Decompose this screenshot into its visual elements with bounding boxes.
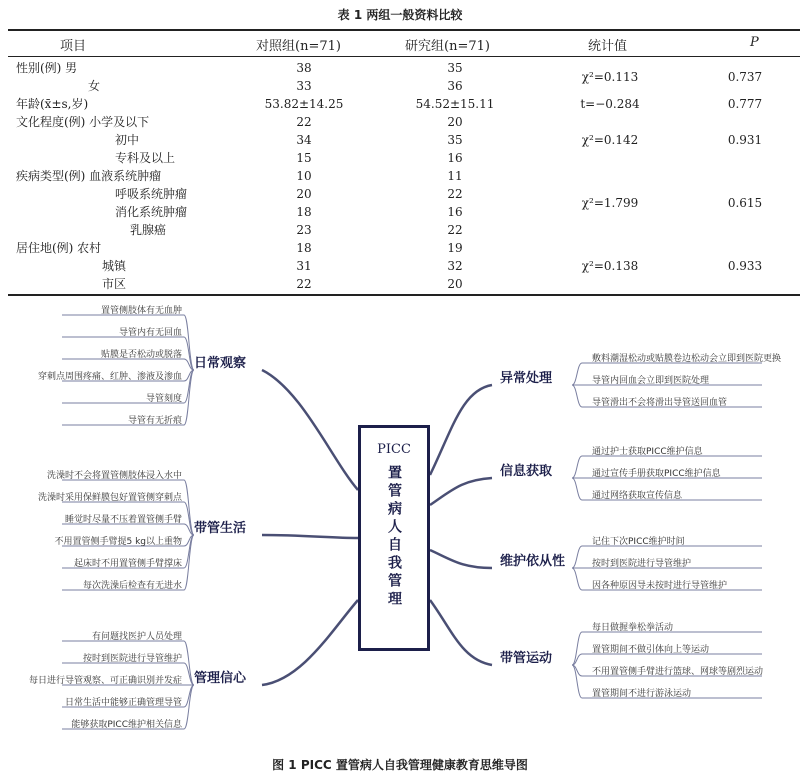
leaf-living-with-tube: 不用置管侧手臂提5 kg以上重物 [54,537,182,547]
leaf-connector [62,315,194,370]
control-value: 33 [296,79,312,93]
control-value: 18 [296,205,312,219]
table-bottom-rule [8,294,800,296]
row-label: 专科及以上 [115,151,176,165]
control-value: 22 [296,115,312,129]
header-study-group: 研究组(n=71) [405,39,490,54]
leaf-confidence: 能够获取PICC维护相关信息 [71,720,182,730]
leaf-compliance: 因各种原因导未按时进行导管维护 [592,581,728,591]
table-top-rule [8,29,800,31]
leaf-info-acquisition: 通过护士获取PICC维护信息 [592,447,703,457]
p-value: 0.737 [727,70,763,84]
leaf-abnormal-handling: 敷料潮湿松动或贴膜卷边松动会立即到医院更换 [592,354,782,364]
control-value: 18 [296,241,312,255]
leaf-daily-observation: 贴膜是否松动或脱落 [100,350,182,360]
statistic-value: χ²=0.142 [581,133,639,147]
row-label: 乳腺癌 [130,223,167,237]
connector-info [430,478,492,505]
study-value: 22 [447,223,463,237]
connector-compliance [430,550,492,568]
p-value: 0.931 [727,133,763,147]
leaf-abnormal-handling: 导管滑出不会将滑出导管送回血管 [592,398,728,408]
study-value: 19 [447,241,463,255]
control-value: 23 [296,223,312,237]
study-value: 54.52±15.11 [415,97,495,111]
study-value: 20 [447,277,463,291]
control-value: 53.82±14.25 [264,97,344,111]
leaf-living-with-tube: 每次洗澡后检查有无进水 [82,581,182,591]
row-label: 呼吸系统肿瘤 [115,187,188,201]
branch-living-with-tube: 带管生活 [194,521,247,536]
leaf-confidence: 按时到医院进行导管维护 [82,654,182,664]
control-value: 34 [296,133,312,147]
branch-daily-observation: 日常观察 [194,356,247,371]
leaf-info-acquisition: 通过网络获取宣传信息 [592,491,683,501]
leaf-daily-observation: 导管内有无回血 [118,328,182,338]
study-value: 32 [447,259,463,273]
study-value: 35 [447,61,463,75]
statistic-value: χ²=0.113 [581,70,639,84]
connector-confidence [262,600,358,685]
leaf-living-with-tube: 睡觉时尽量不压着置管侧手臂 [64,515,182,525]
header-p-value: P [750,35,759,50]
row-label: 年龄(x̄±s,岁) [16,97,89,111]
statistic-value: χ²=0.138 [581,259,639,273]
header-control-group: 对照组(n=71) [256,39,341,54]
p-value: 0.777 [727,97,763,111]
row-label: 初中 [115,133,140,147]
connector-abnormal [430,385,492,475]
branch-confidence: 管理信心 [194,671,247,686]
leaf-compliance: 按时到医院进行导管维护 [592,559,692,569]
control-value: 31 [296,259,312,273]
study-value: 22 [447,187,463,201]
study-value: 36 [447,79,463,93]
branch-info-acquisition: 信息获取 [500,464,553,479]
control-value: 10 [296,169,312,183]
branch-exercise: 带管运动 [500,651,553,666]
table-title: 表 1 两组一般资料比较 [337,8,463,22]
leaf-confidence: 日常生活中能够正确管理导管 [64,698,182,708]
leaf-daily-observation: 导管刻度 [145,394,182,404]
connector-daily-observation [262,370,358,490]
row-label: 疾病类型(例) 血液系统肿瘤 [16,169,162,183]
study-value: 20 [447,115,463,129]
p-value: 0.615 [727,196,763,210]
statistic-value: t=−0.284 [580,97,640,111]
study-value: 35 [447,133,463,147]
leaf-living-with-tube: 洗澡时采用保鲜膜包好置管侧穿刺点 [37,493,182,503]
row-label: 市区 [102,277,127,291]
leaf-daily-observation: 导管有无折痕 [127,416,182,426]
leaf-living-with-tube: 洗澡时不会将置管侧肢体浸入水中 [46,471,182,481]
p-value: 0.933 [727,259,763,273]
branch-compliance: 维护依从性 [500,554,566,569]
row-label: 性别(例) 男 [16,61,78,75]
leaf-abnormal-handling: 导管内回血会立即到医院处理 [592,376,710,386]
leaf-exercise: 每日做握拳松拳活动 [592,623,674,633]
row-label: 居住地(例) 农村 [16,241,102,255]
center-node [358,425,430,651]
control-value: 22 [296,277,312,291]
leaf-living-with-tube: 起床时不用置管侧手臂撑床 [73,559,182,569]
leaf-info-acquisition: 通过宣传手册获取PICC维护信息 [592,469,721,479]
leaf-confidence: 每日进行导管观察、可正确识别并发症 [28,676,182,686]
control-value: 15 [296,151,312,165]
header-item: 项目 [60,39,87,54]
center-node-picc: PICC [377,442,411,457]
figure-caption: 图 1 PICC 置管病人自我管理健康教育思维导图 [272,758,528,772]
control-value: 20 [296,187,312,201]
leaf-exercise: 置管期间不进行游泳运动 [592,689,692,699]
connector-exercise [430,600,492,665]
leaf-daily-observation: 置管侧肢体有无血肿 [100,306,182,316]
study-value: 16 [447,205,463,219]
leaf-exercise: 置管期间不做引体向上等运动 [592,645,710,655]
leaf-connector [62,480,194,535]
connector-living-with-tube [262,535,358,538]
row-label: 女 [88,79,101,93]
study-value: 11 [447,169,463,183]
statistic-value: χ²=1.799 [581,196,639,210]
leaf-compliance: 记住下次PICC维护时间 [592,537,685,547]
leaf-exercise: 不用置管侧手臂进行篮球、网球等剧烈运动 [592,667,764,677]
control-value: 38 [296,61,312,75]
row-label: 文化程度(例) 小学及以下 [16,115,150,129]
branch-abnormal-handling: 异常处理 [500,371,553,386]
center-node-title: 置管病人自我管理 [386,465,402,609]
leaf-confidence: 有问题找医护人员处理 [91,632,182,642]
study-value: 16 [447,151,463,165]
mind-map [28,300,782,750]
leaf-daily-observation: 穿刺点周围疼痛、红肿、渗液及渗血 [37,372,182,382]
header-statistic: 统计值 [588,39,628,54]
row-label: 城镇 [102,259,127,273]
table-header-rule [8,56,800,57]
row-label: 消化系统肿瘤 [115,205,188,219]
